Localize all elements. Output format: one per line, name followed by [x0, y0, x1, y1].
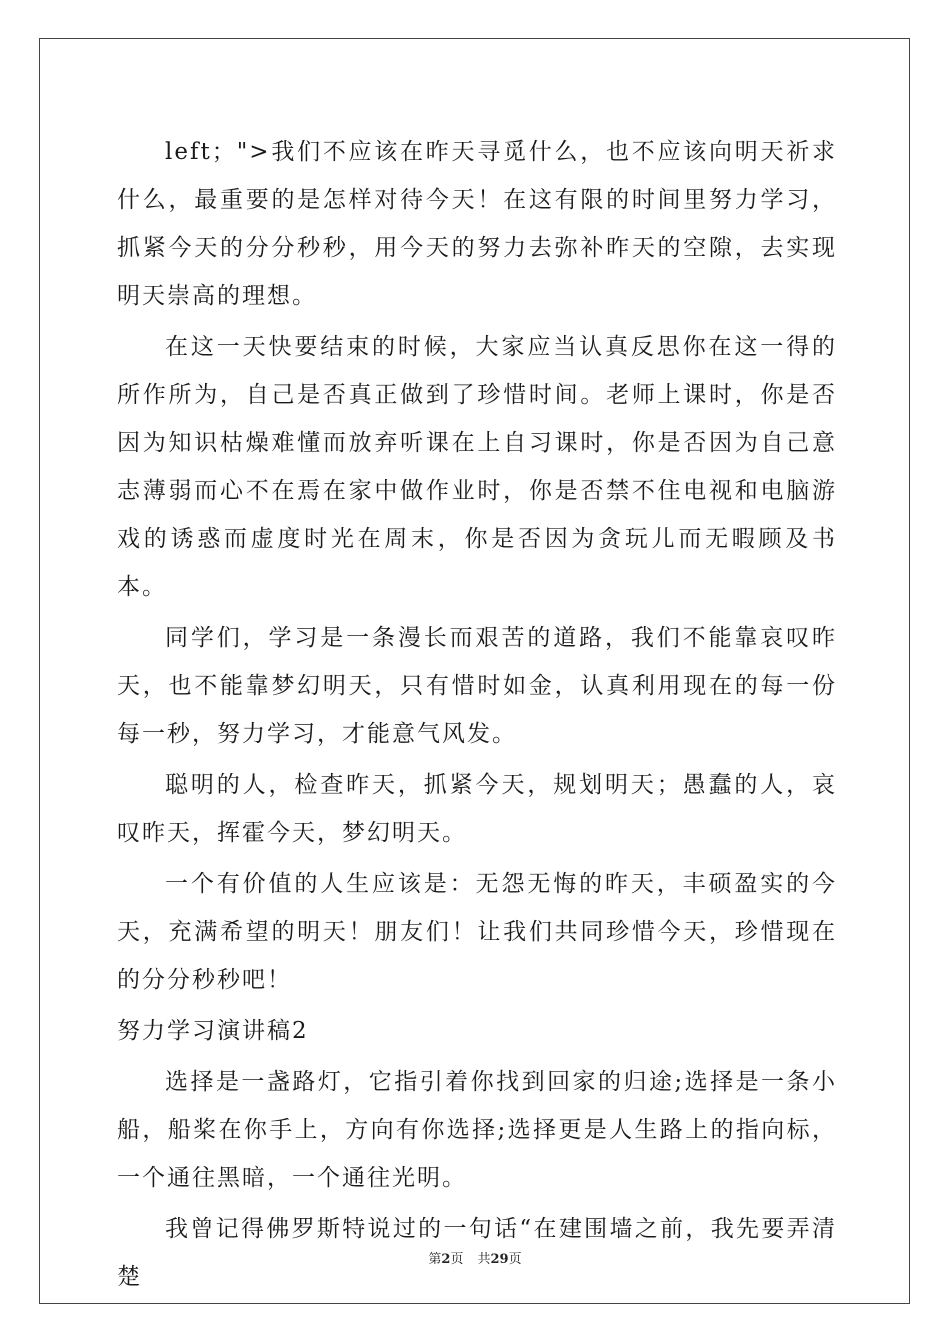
paragraph-2: 在这一天快要结束的时候，大家应当认真反思你在这一得的所作所为，自己是否真正做到了珍惜时间。老师上课时，你是否因为知识枯燥难懂而放弃听课在上自习课时，你是否因为自己意志薄弱而心不在焉在家中做作业时，你是否禁不住电视和电脑游戏的诱惑而虚度时光在周末，你是否因为贪玩儿而无暇顾及书本。 — [117, 334, 837, 600]
paragraph-6: 选择是一盏路灯，它指引着你找到回家的归途;选择是一条小船，船桨在你手上，方向有你选择;选择更是人生路上的指向标，一个通往黑暗，一个通往光明。 — [117, 1069, 837, 1191]
paragraph-4: 聪明的人，检查昨天，抓紧今天，规划明天；愚蠢的人，哀叹昨天，挥霍今天，梦幻明天。 — [117, 772, 837, 846]
section-heading: 努力学习演讲稿2 — [117, 1018, 309, 1044]
paragraph-5: 一个有价值的人生应该是：无怨无悔的昨天，丰硕盈实的今天，充满希望的明天！朋友们！让我们共同珍惜今天，珍惜现在的分分秒秒吧！ — [117, 871, 837, 993]
page-footer — [0, 1248, 950, 1267]
paragraph-7: 我曾记得佛罗斯特说过的一句话“在建围墙之前，我先要弄清楚 — [117, 1216, 837, 1290]
footer-total-prefix: 共 — [477, 1252, 491, 1267]
paragraph-1: left；">我们不应该在昨天寻觅什么，也不应该向明天祈求什么，最重要的是怎样对待今天！在这有限的时间里努力学习，抓紧今天的分分秒秒，用今天的努力去弥补昨天的空隙，去实现明天崇高的理想。 — [117, 139, 837, 309]
paragraph-3: 同学们，学习是一条漫长而艰苦的道路，我们不能靠哀叹昨天，也不能靠梦幻明天，只有惜时如金，认真利用现在的每一份每一秒，努力学习，才能意气风发。 — [117, 625, 837, 747]
footer-total-suffix: 页 — [508, 1252, 522, 1267]
document-body — [117, 128, 837, 1304]
footer-total-pages: 29 — [490, 1252, 509, 1267]
footer-page-suffix: 页 — [450, 1252, 464, 1267]
footer-page-number: 2 — [441, 1252, 451, 1267]
footer-prefix: 第 — [428, 1252, 442, 1267]
